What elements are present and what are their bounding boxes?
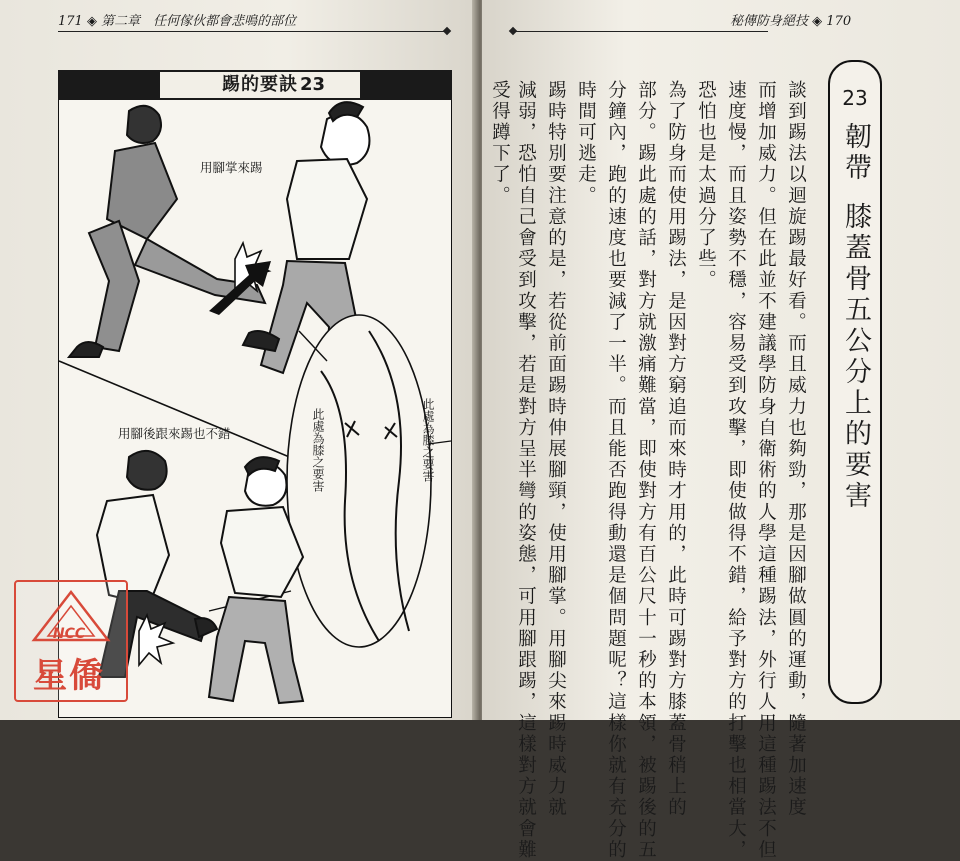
body-column-3: 速度慢，而且姿勢不穩，容易受到攻擊，即使做得不錯，給予對方的打擊也相當大， [725,80,747,861]
left-running-header [58,10,296,29]
body-column-2: 而增加威力。但在此並不建議學防身自衛術的人學這種踢法，外行人用這種踢法不但 [755,80,777,861]
body-column-1: 談到踢法以迴旋踢最好看。而且威力也夠勁，那是因腳做圓的運動，隨著加速度 [785,80,807,819]
stamp-triangle-icon [18,586,124,656]
right-page-number: 170 [826,14,852,29]
section-title-part-b: 膝蓋骨五公分上的要害 [840,202,871,512]
kicker-figure-icon [69,106,265,357]
body-column-6: 部分。踢此處的話，對方就激痛難當，即使對方有百公尺十一秒的本領，被踢後的五 [635,80,657,861]
caption-top: 用腳掌來踢 [200,160,263,175]
body-column-7: 分鐘內，跑的速度也要減了一半。而且能否跑得動還是個問題呢？這樣你就有充分的 [605,80,627,861]
left-header-text: 第二章 任何傢伙都會悲鳴的部位 [101,14,297,29]
section-title [836,122,875,682]
right-header-rule [510,31,768,32]
illustration-number: 23 [300,74,326,95]
body-column-8: 時間可逃走。 [575,80,597,207]
right-header-text: 秘傳防身絕技 [730,14,809,29]
illustration-title: 踢的要訣 [160,72,360,98]
right-running-header [730,10,851,29]
magnified-knee-circle [287,315,431,647]
diamond-icon-right: ◈ [812,14,823,29]
stamp-name: 星僑 [33,656,105,696]
diamond-icon: ◈ [86,14,97,29]
section-title-part-a: 韌帶 [840,122,871,184]
section-number: 23 [842,86,868,110]
watermark-stamp [14,580,128,702]
left-page-number: 171 [58,14,83,29]
stamp-initials: NCC [52,626,86,642]
body-column-4: 恐怕也是太過分了些。 [695,80,717,291]
body-column-10: 減弱，恐怕自己會受到攻擊，若是對方呈半彎的姿態，可用腳跟踢，這樣對方就會難 [515,80,537,861]
caption-bottom: 用腳後跟來踢也不錯 [118,426,231,441]
body-column-11: 受得蹲下了。 [489,80,511,207]
knee-label-left: 此處為膝之要害 [311,408,325,492]
knee-label-right: 此處為膝之要害 [421,398,435,482]
body-column-9: 踢時特別要注意的是，若從前面踢時伸展腳頸，使用腳掌。用腳尖來踢時威力就 [545,80,567,819]
left-header-rule [58,31,448,32]
body-column-5: 為了防身而使用踢法，是因對方窮追而來時才用的，此時可踢對方膝蓋骨稍上的 [665,80,687,819]
